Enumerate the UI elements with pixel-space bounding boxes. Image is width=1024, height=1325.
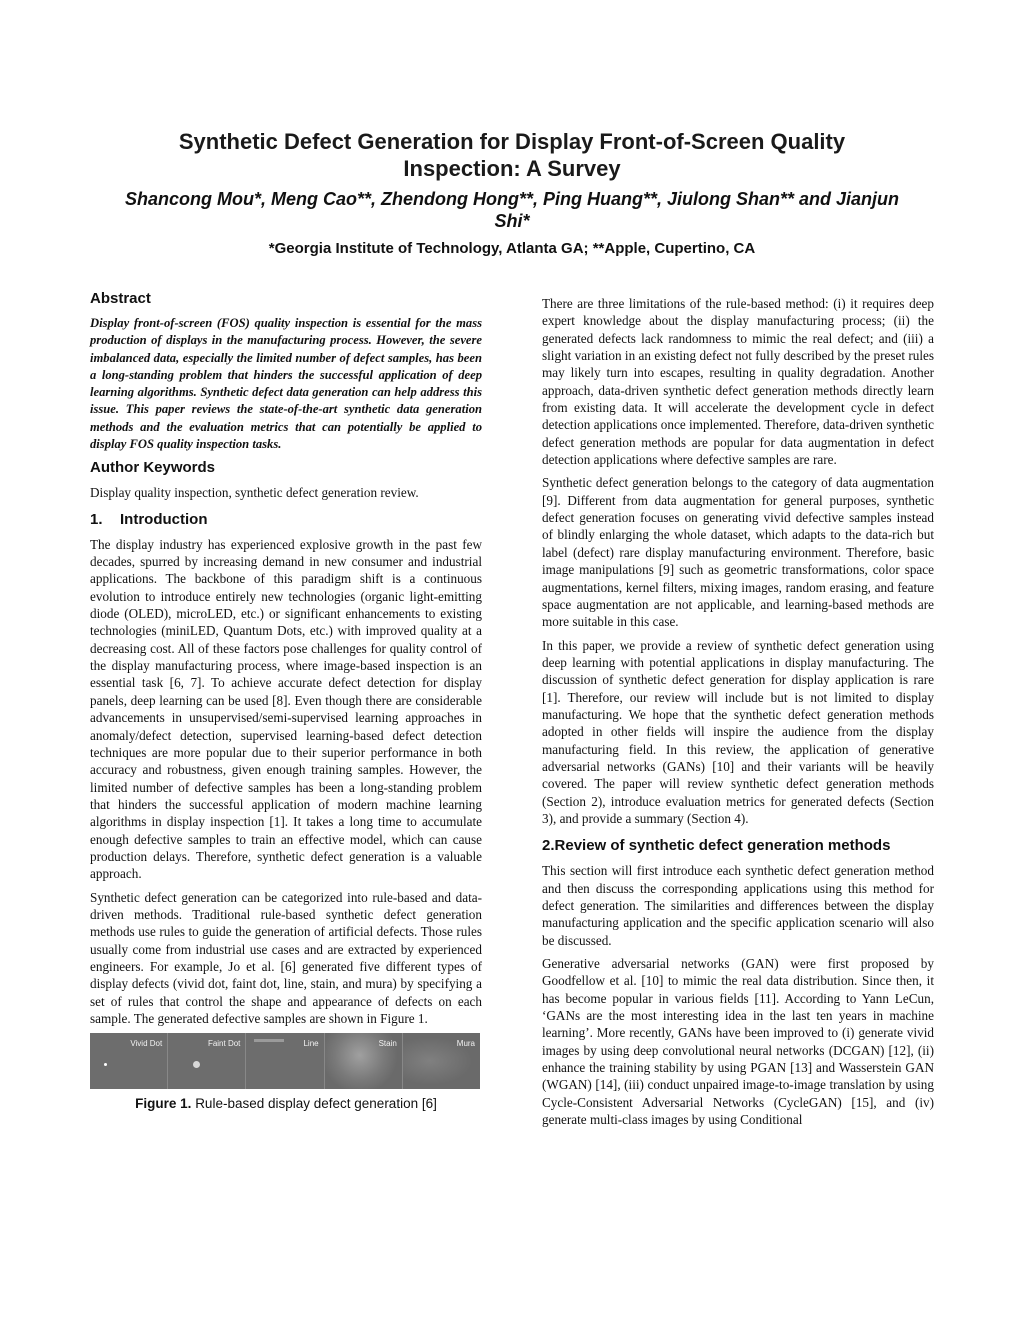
panel-label: Line: [303, 1039, 319, 1049]
section-2-heading: [542, 837, 934, 855]
panel-label: Vivid Dot: [130, 1039, 163, 1049]
intro-paragraph-1: The display industry has experienced explosive growth in the past few decades, spurred by increasing demand in new consumer and industrial applications. The backbone of this paradigm shift is a continuous evolution to introduce entirely new technologies (organic light-emitting diode (OLED), microLED, etc.) or significant enhancements to existing technologies (miniLED, Quantum Dots, etc.) with improved quality at a decreasing cost. All of these factors pose challenges for quality control of the display manufacturing process, where image-based inspection is an essential task [6, 7]. To achieve accurate defect detection for display panels, deep learning can be used [8]. Even though there are considerable advancements in unsupervised/semi-supervised learning approaches in anomaly/defect detection, supervised learning-based defect detection techniques are more popular due to their superior performance in both accuracy and robustness, given enough training samples. However, the limited number of defective samples has been a long-standing problem that hinders the successful application of modern machine learning algorithms in display inspection [1]. It takes a long time to accumulate enough defective samples to train an effective model, which can cause production delays. Therefore, synthetic defect generation is a valuable approach.: [90, 536, 482, 882]
abstract-text: Display front-of-screen (FOS) quality inspection is essential for the mass production of displays in the manufacturing process. However, the severe imbalanced data, especially the limited number of defect samples, has been a long-standing problem that hinders the successful application of deep learning algorithms. Synthetic defect data generation can help address this issue. This paper reviews the state-of-the-art synthetic data generation methods and the evaluation metrics that can potentially be applied to display FOS quality inspection tasks.: [90, 316, 482, 452]
figure-panel-faint-dot: [168, 1033, 246, 1089]
caption-label: Figure 1.: [135, 1096, 192, 1112]
figure-panel-line: [246, 1033, 324, 1089]
caption-text: Rule-based display defect generation [6]: [195, 1096, 437, 1112]
right-paragraph-3: In this paper, we provide a review of synthetic defect generation using deep learning with potential applications in display manufacturing. The discussion of synthetic defect generation for display application is rare [1]. Therefore, our review will include but is not limited to display manufacturing. We hope that the synthetic defect generation methods adopted in other fields will inspire the audience from the display manufacturing field. In this review, the application of generative adversarial networks (GANs) [10] and their variants will be heavily covered. The paper will review synthetic defect generation methods (Section 2), introduce evaluation metrics for generated defects (Section 3), and provide a summary (Section 4).: [542, 637, 934, 826]
keywords-heading: Author Keywords: [90, 459, 216, 477]
right-paragraph-1: There are three limitations of the rule-based method: (i) it requires deep expert knowledge about the display manufacturing process; (ii) the generated defects lack randomness to mimic the real defect; and (iii) a slight variation in an existing defect not fully described by the preset rules may likely turn into escapes, resulting in quality degradation. Another approach, data-driven synthetic defect generation methods directly learn from existing data. It will accelerate the development cycle in defect detection applications once implemented. Therefore, data-driven synthetic defect generation methods are popular for data augmentation in defect detection applications where defective samples are rare.: [542, 296, 934, 468]
left-column: [90, 290, 482, 1113]
right-paragraph-4: This section will first introduce each synthetic defect generation method and then discuss the corresponding applications using this method for defect generation. The similarities and differences between the display manufacturing application and the specific application scenario will also be discussed.: [542, 863, 934, 948]
line-defect: [254, 1039, 284, 1042]
panel-label: Stain: [378, 1039, 397, 1049]
figure-panel-mura: [403, 1033, 480, 1089]
figure-panel-vivid-dot: [90, 1033, 168, 1089]
section-2-number: 2.: [542, 837, 555, 855]
faint-dot-defect: [193, 1061, 200, 1068]
affiliation: *Georgia Institute of Technology, Atlanta GA; **Apple, Cupertino, CA: [268, 240, 756, 257]
intro-paragraph-2: Synthetic defect generation can be categorized into rule-based and data-driven methods. Traditional rule-based synthetic defect generation methods use rules to guide the generation of artificial defects. Those rules usually come from industrial use cases and are extracted by experienced engineers. For example, Jo et al. [6] generated five different types of display defects (vivid dot, faint dot, line, stain, and mura) by specifying a set of rules that control the shape and appearance of defects on each sample. The generated defective samples are shown in Figure 1.: [90, 889, 482, 1026]
author-list: Shancong Mou*, Meng Cao**, Zhendong Hong**, Ping Huang**, Jiulong Shan** and Jianjun Shi*: [124, 189, 899, 231]
intro-number: 1.: [90, 510, 103, 528]
figure-1-caption: [90, 1095, 482, 1112]
figure-panel-stain: [325, 1033, 403, 1089]
vivid-dot-defect: [104, 1063, 107, 1066]
right-paragraph-5: Generative adversarial networks (GAN) were first proposed by Goodfellow et al. [10] to mimic the real data distribution. Since then, it has become popular in various fields [11]. According to Yann LeCun, ‘GANs are the most interesting idea in the last ten years in machine learning’. More recently, GANs have been improved to (i) generate vivid images by using deep convolutional neural networks (DCGAN) [12], (ii) enhance the training stability by using PGAN [13] and Wasserstein GAN (WGAN) [14], (iii) conduct unpaired image-to-image translation by using Cycle-Consistent Adversarial Networks (CycleGAN) [15], and (iv) generate multi-class images by using Conditional: [542, 956, 934, 1128]
right-column: [542, 295, 934, 1134]
keywords-text: Display quality inspection, synthetic defect generation review.: [90, 485, 419, 501]
intro-heading: [90, 511, 482, 529]
paper-title: Synthetic Defect Generation for Display Front-of-Screen Quality Inspection: A Survey: [178, 129, 846, 181]
abstract-heading: Abstract: [90, 290, 151, 307]
figure-1: [90, 1033, 480, 1089]
right-paragraph-2: Synthetic defect generation belongs to the category of data augmentation [9]. Different from data augmentation for general purposes, synthetic defect generation focuses on generating vivid defective samples instead of blindly enlarging the whole dataset, which adapts to the data-rich but label (defect) rare display manufacturing environment. Therefore, basic image manipulations [9] such as geometric transformations, color space augmentations, kernel filters, mixing images, random erasing, and feature space augmentation are not applicable, and learning-based methods are more suitable in this case.: [542, 475, 934, 630]
panel-label: Mura: [456, 1039, 476, 1049]
panel-label: Faint Dot: [207, 1039, 241, 1049]
section-2-title: Review of synthetic defect generation methods: [554, 837, 891, 855]
intro-title: Introduction: [120, 510, 208, 528]
